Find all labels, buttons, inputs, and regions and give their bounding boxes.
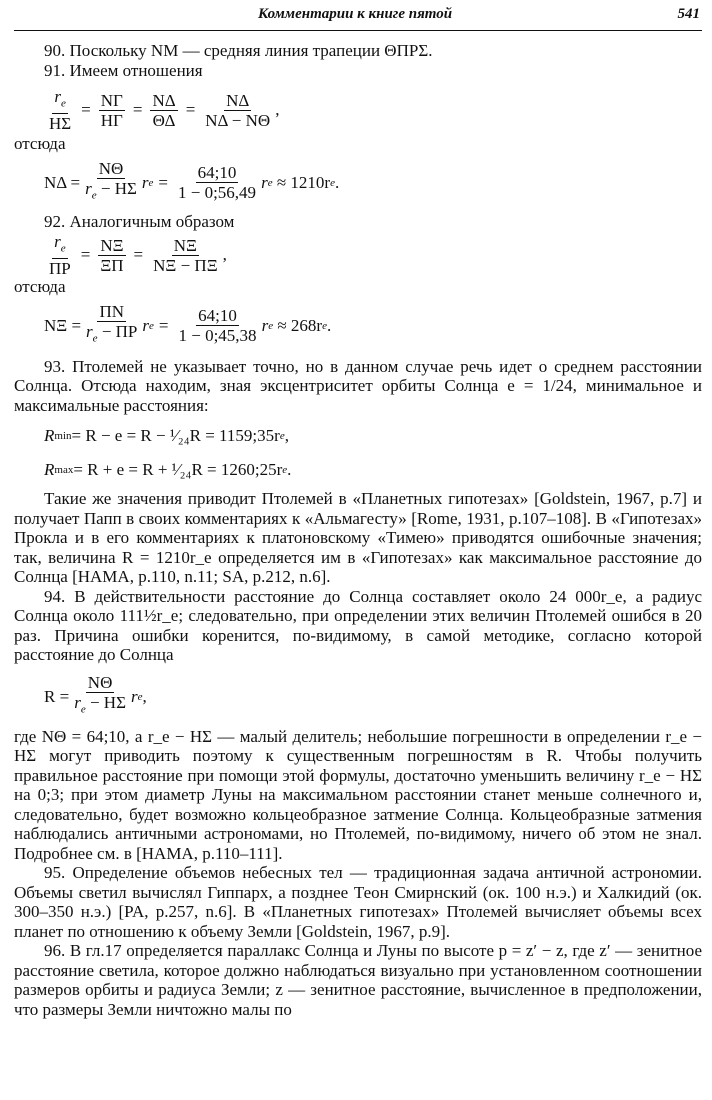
note-96: 96. В гл.17 определяется параллакс Солнца и Луны по высоте p = z′ − z, где z′ — зенитное расстояние светила, которое должно наблюдаться визуально при установленном соотношении размеров орбиты и радиуса Земли; z — зенитное расстояние, вычисленное в предположении, что размеры Земли ничтожно малы по [14,941,702,1019]
equation-rmax: R max = R + e = R + ¹⁄₂₄R = 1260;25r e . [44,460,292,479]
otsyuda-2: отсюда [14,277,66,296]
equation-ND: ΝΔ = $\frac{N\Theta}{r_e - H\Sigma}$ r e = $\frac{64;10}{1 - 0;56,49}$ r e ≈ 1210r e . [44,159,340,202]
equation-R: R = $\frac{N\Theta}{r_e - H\Sigma}$ r e , [44,673,147,716]
note-94: 94. В действительности расстояние до Солнца составляет около 24 000r_e, а радиус Солнца около 111½r_e; следовательно, при определении этих величин Птолемей ошибся в 20 раз. Причина ошибки коренится, по-видимому, в самой методике, согласно которой расстояние до Солнца [14,586,702,664]
header-title: Комментарии к книге пятой [258,6,453,22]
equation-ratio-91: $\frac{r_e}{H\Sigma}$ = $\frac{N\Gamma}{H\Gamma}$ = $\frac{N\Delta}{\Theta\Delta}$ = $\frac{N\Delta}{N\Delta - N\Theta}$ , [49,86,280,134]
note-92-intro: 92. Аналогичным образом [44,211,235,231]
note-90: 90. Поскольку NM — средняя линия трапеции ΘΠΡΣ. [44,41,433,60]
equation-NX: ΝΞ = $\frac{\Pi N}{r_e - \Pi P}$ r e = $\frac{64;10}{1 - 0;45,38}$ r e ≈ 268r e . [44,302,332,345]
page [14,0,702,1019]
note-93-continued: Такие же значения приводит Птолемей в «Планетных гипотезах» [Goldstein, 1967, p.7] и получает Папп в своих комментариях к «Альмагесту» [Rome, 1931, p.107–108]. В «Гипотезах» Прокла и в его комментариях к платоновскому «Тимею» приводятся ошибочные значения; так, величина R = 1210r_e определяется им в «Гипотезах» как максимальное расстояние до Солнца [HAMA, p.110, n.11; SA, p.212, n.6]. [14,489,702,586]
note-95: 95. Определение объемов небесных тел — традиционная задача античной астрономии. Объемы светил вычислял Гиппарх, а позднее Теон Смирнский (ок. 100 н.э.) и Халкидий (ок. 300–350 н.э.) [PA, p.257, n.6]. В «Планетных гипотезах» Птолемей вычисляет объемы всех планет по отношению к объему Земли [Goldstein, 1967, p.9]. [14,863,702,941]
page-number: 541 [677,6,700,22]
equation-ratio-92: $\frac{r_e}{\Pi P}$ = $\frac{N\Xi}{\Xi\Pi}$ = $\frac{N\Xi}{N\Xi - \Pi\Xi}$ , [49,231,227,279]
note-91-intro: 91. Имеем отношения [44,60,203,80]
equation-rmin: R min = R − e = R − ¹⁄₂₄R = 1159;35r e , [44,426,289,445]
otsyuda-1: отсюда [14,134,66,153]
note-93: 93. Птолемей не указывает точно, но в данном случае речь идет о среднем расстоянии Солнца. Отсюда находим, зная эксцентриситет орбиты Солнца e = 1/24, минимальное и максимальные расстояния: [14,356,702,415]
note-94-continued: где ΝΘ = 64;10, а r_e − ΗΣ — малый делитель; небольшие погрешности в определении r_e − ΗΣ могут приводить поэтому к существенным погрешностям в R. Чтобы получить правильное расстояние при помощи этой формулы, достаточно уменьшить величину r_e − ΗΣ на 0;3; при этом диаметр Луны на максимальном расстоянии станет меньше солнечного и, следовательно, будет возможно кольцеобразное затмение Солнца. Кольцеобразные затмения наблюдались античными астрономами, но Птолемей, по-видимому, ничего об этом не знал. Подробнее см. в [HAMA, p.110–111]. [14,726,702,863]
running-header [14,0,702,31]
